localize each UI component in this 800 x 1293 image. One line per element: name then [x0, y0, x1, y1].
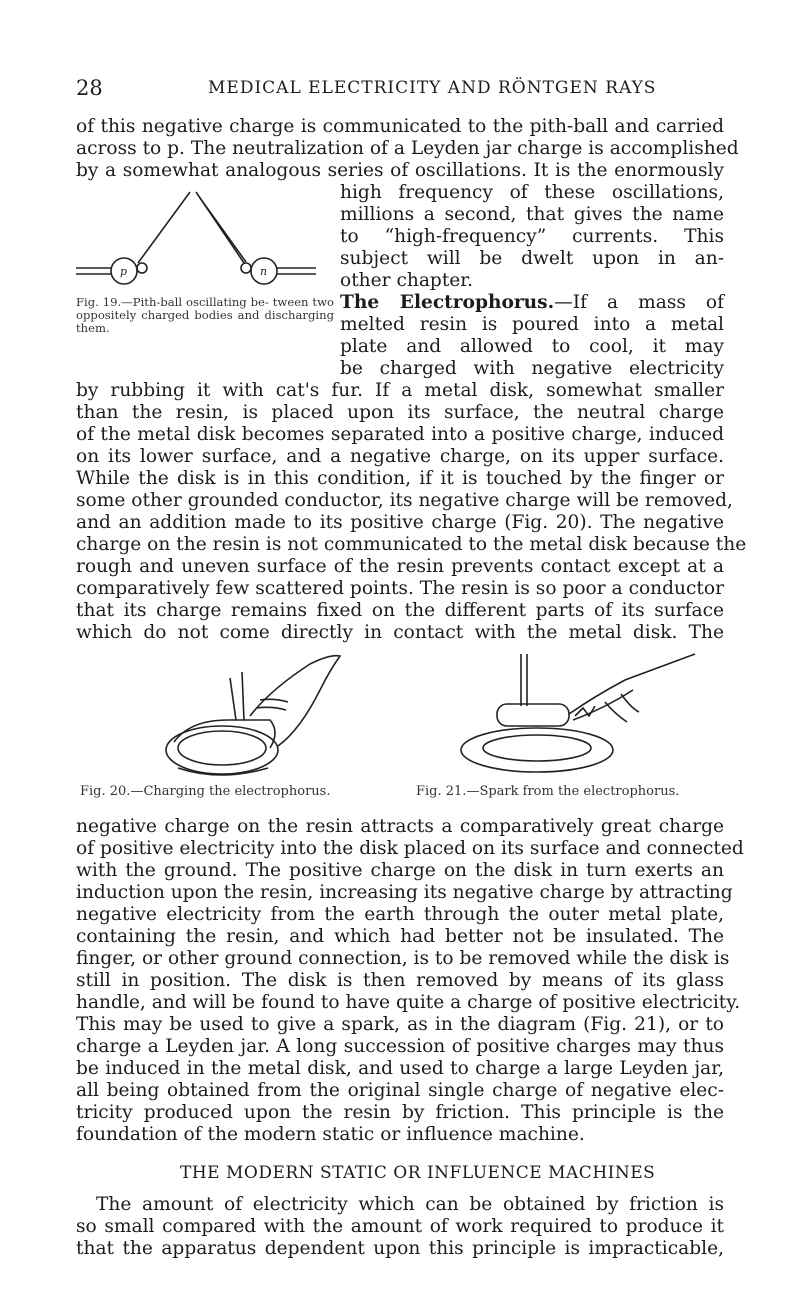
text-line: subject will be dwelt upon in an-: [340, 248, 724, 269]
text-line: tricity produced upon the resin by friction. This principle is the: [76, 1102, 724, 1123]
text-line: charge on the resin is not communicated to the metal disk because the: [76, 534, 747, 555]
text-line: be induced in the metal disk, and used to charge a large Leyden jar,: [76, 1058, 724, 1079]
text-line: some other grounded conductor, its negative charge will be removed,: [76, 490, 733, 511]
text-line: comparatively few scattered points. The resin is so poor a conductor: [76, 578, 724, 599]
text-line: of this negative charge is communicated to the pith-ball and carried: [76, 116, 724, 137]
text-line: by a somewhat analogous series of oscillations. It is the enormously: [76, 160, 724, 181]
text-line: that its charge remains fixed on the different parts of its surface: [76, 600, 724, 621]
figure-20-caption: Fig. 20.—Charging the electrophorus.: [80, 784, 331, 799]
electrophorus-heading: The Electrophorus.: [340, 292, 555, 313]
figure-20-illustration: [160, 650, 400, 780]
text-line: so small compared with the amount of work required to produce it: [76, 1216, 724, 1237]
text-line: high frequency of these oscillations,: [340, 182, 724, 203]
text-line: containing the resin, and which had better not be insulated. The: [76, 926, 724, 947]
text-line: [340, 292, 724, 314]
text-line: charge a Leyden jar. A long succession of positive charges may thus: [76, 1036, 724, 1057]
text-line: rough and uneven surface of the resin prevents contact except at a: [76, 556, 724, 577]
text-line: and an addition made to its positive charge (Fig. 20). The negative: [76, 512, 724, 533]
text-line: negative electricity from the earth through the outer metal plate,: [76, 904, 724, 925]
text-line: melted resin is poured into a metal: [340, 314, 724, 335]
text-line: by rubbing it with cat's fur. If a metal disk, somewhat smaller: [76, 380, 724, 401]
text-line: be charged with negative electricity: [340, 358, 724, 379]
fig19-label-n: n: [260, 265, 268, 278]
text-line: negative charge on the resin attracts a comparatively great charge: [76, 816, 724, 837]
figure-19-diagram: [76, 188, 336, 298]
text-line: plate and allowed to cool, it may: [340, 336, 724, 357]
text-line: foundation of the modern static or influence machine.: [76, 1124, 585, 1145]
text-line: to “high-frequency” currents. This: [340, 226, 724, 247]
text-line: still in position. The disk is then removed by means of its glass: [76, 970, 724, 991]
text-line: all being obtained from the original single charge of negative elec-: [76, 1080, 724, 1101]
text-line: While the disk is in this condition, if it is touched by the finger or: [76, 468, 724, 489]
text-line: other chapter.: [340, 270, 474, 291]
text-line: induction upon the resin, increasing its negative charge by attracting: [76, 882, 733, 903]
text-line: with the ground. The positive charge on the disk in turn exerts an: [76, 860, 724, 881]
text-line: handle, and will be found to have quite a charge of positive electricity.: [76, 992, 741, 1013]
text-line: than the resin, is placed upon its surface, the neutral charge: [76, 402, 724, 423]
text-line: of the metal disk becomes separated into a positive charge, induced: [76, 424, 724, 445]
text-line: across to p. The neutralization of a Leyden jar charge is accomplished: [76, 138, 739, 159]
page-header: [76, 76, 726, 102]
text-line: finger, or other ground connection, is to be removed while the disk is: [76, 948, 730, 969]
text-fragment: —If a mass of: [554, 292, 725, 313]
page-number: 28: [76, 76, 103, 100]
text-line: that the apparatus dependent upon this principle is impracticable,: [76, 1238, 724, 1259]
text-line: This may be used to give a spark, as in the diagram (Fig. 21), or to: [76, 1014, 724, 1035]
fig19-label-p: p: [120, 265, 128, 278]
figure-21-illustration: [455, 650, 705, 780]
text-line: of positive electricity into the disk placed on its surface and connected: [76, 838, 744, 859]
text-line: The amount of electricity which can be obtained by friction is: [96, 1194, 724, 1215]
running-title: MEDICAL ELECTRICITY AND RÖNTGEN RAYS: [208, 78, 657, 98]
text-line: millions a second, that gives the name: [340, 204, 724, 225]
section-heading: THE MODERN STATIC OR INFLUENCE MACHINES: [180, 1163, 656, 1183]
figure-19-caption: Fig. 19.—Pith-ball oscillating be- tween two oppositely charged bodies and discharging them.: [76, 295, 334, 335]
text-line: which do not come directly in contact with the metal disk. The: [76, 622, 724, 643]
figure-21-caption: Fig. 21.—Spark from the electrophorus.: [416, 784, 680, 799]
text-line: on its lower surface, and a negative charge, on its upper surface.: [76, 446, 724, 467]
